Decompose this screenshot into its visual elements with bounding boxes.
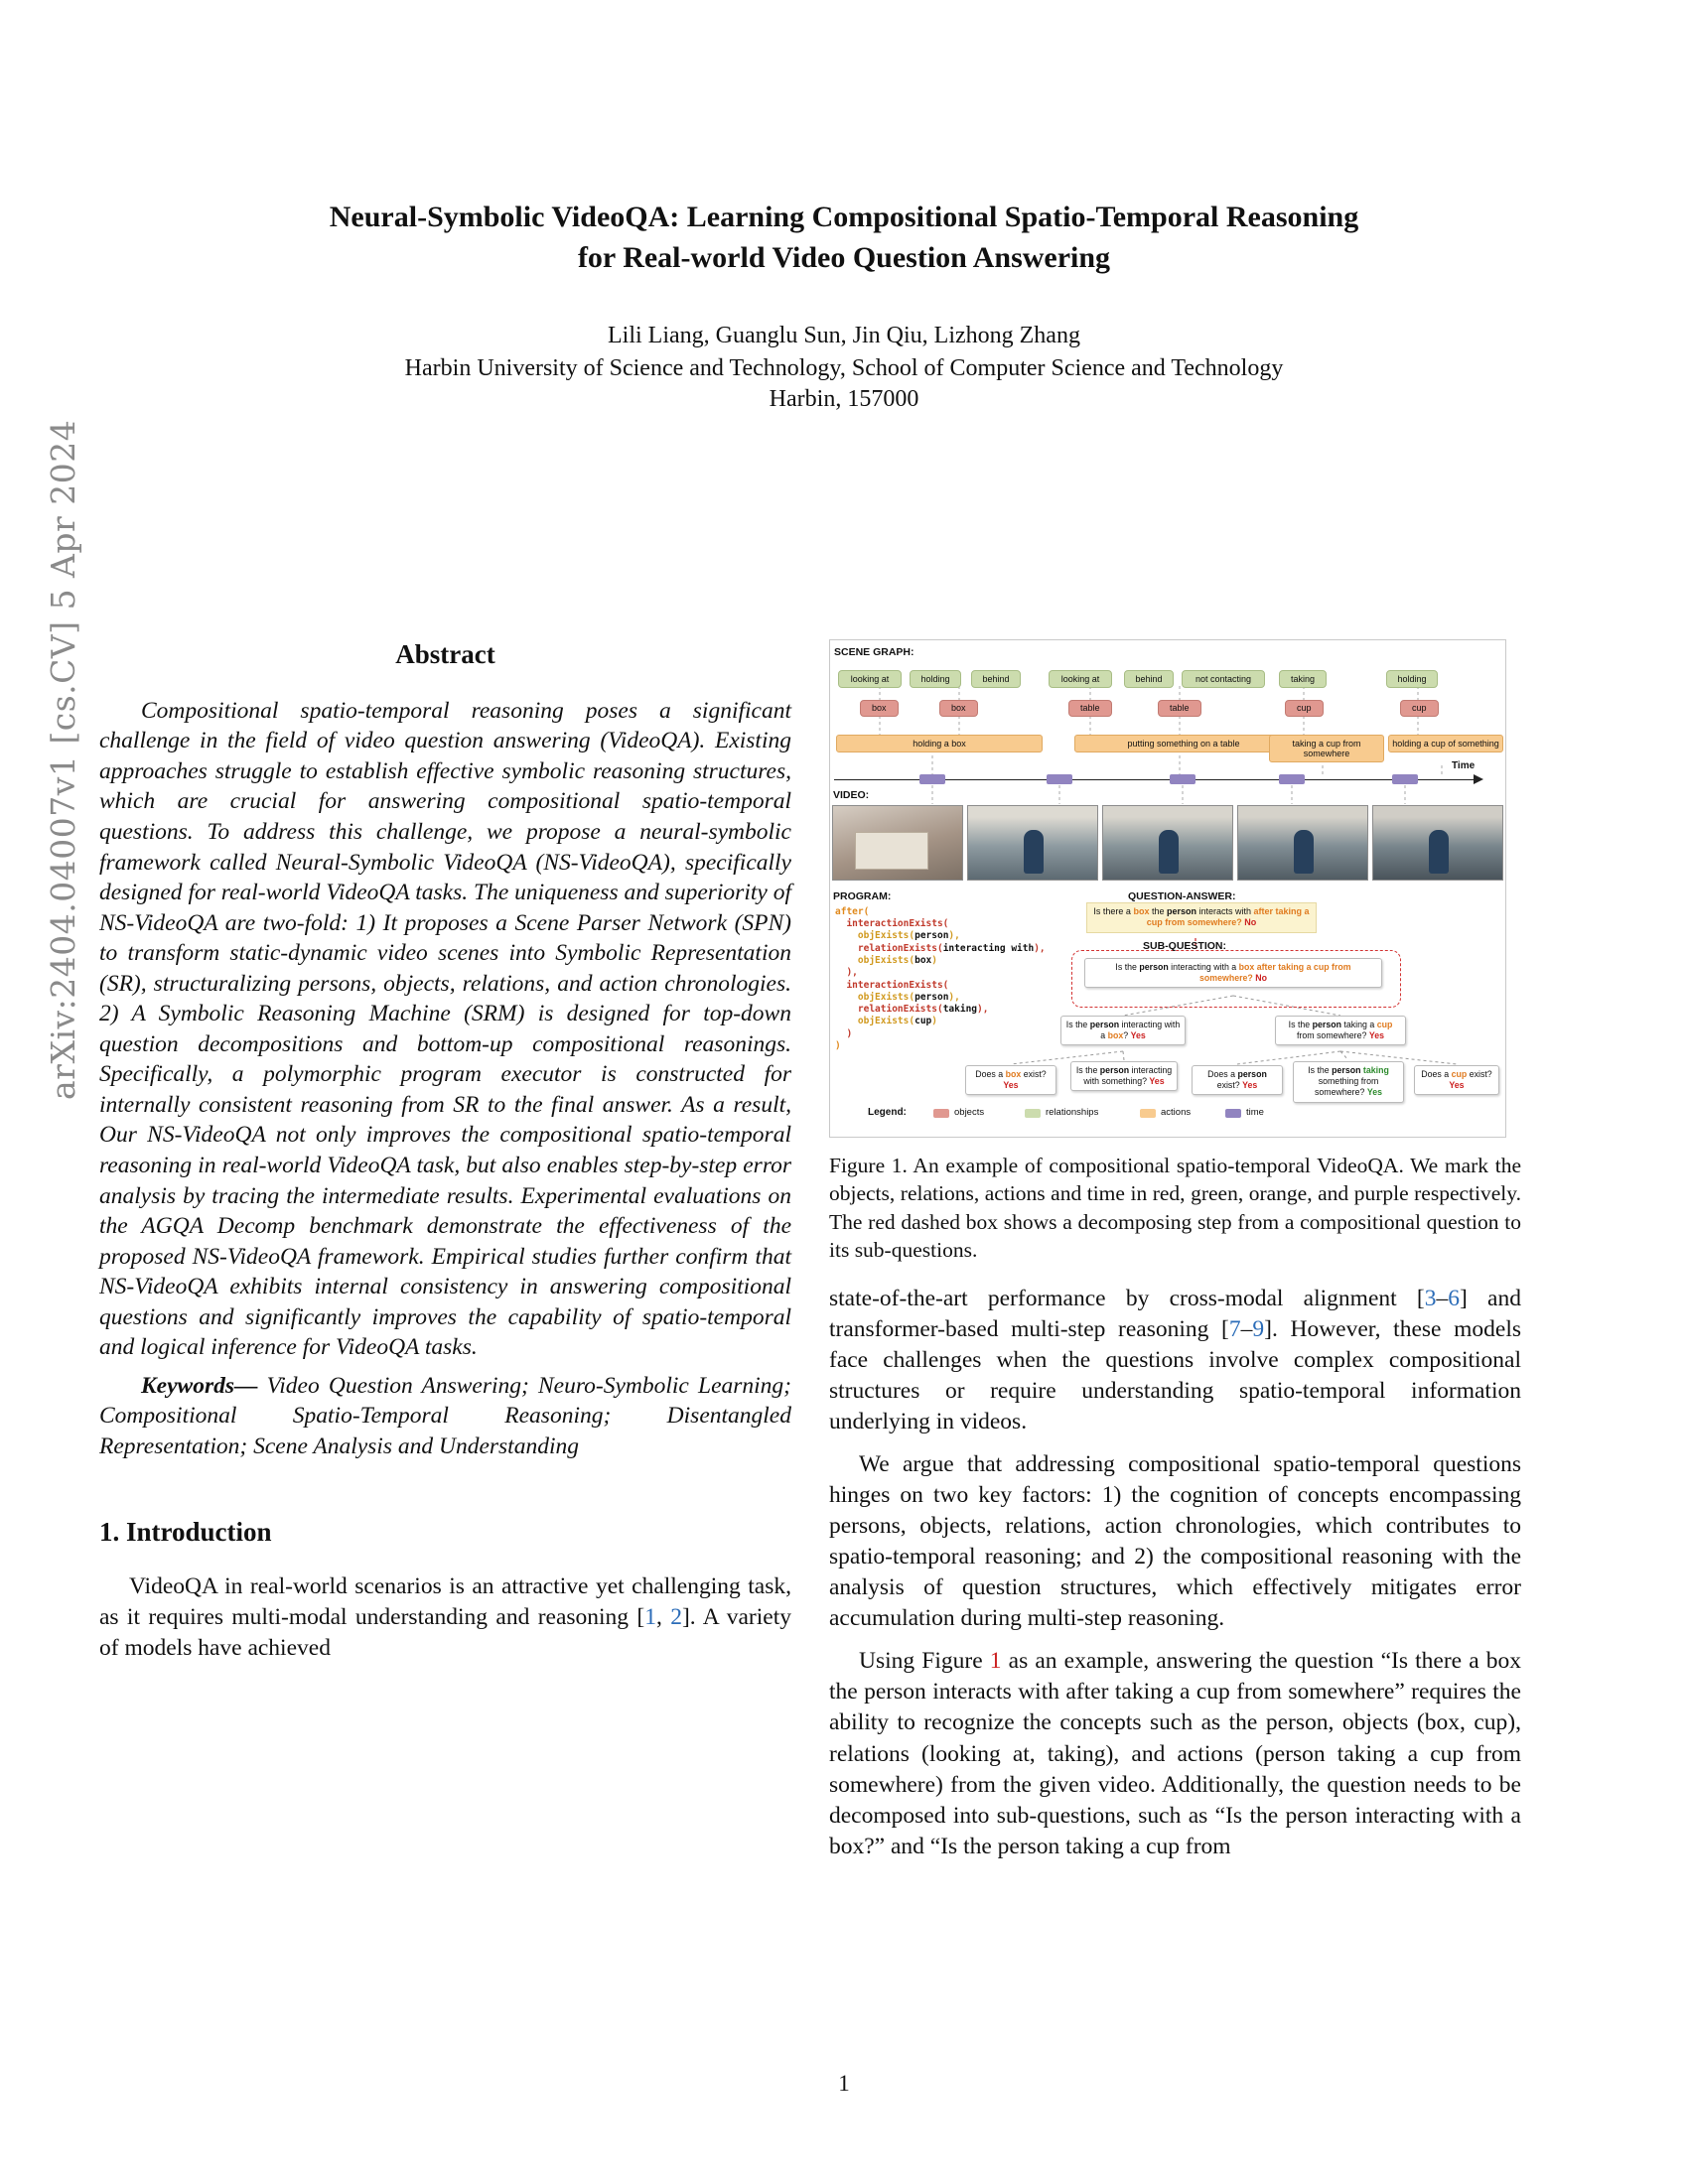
relation-chip: holding bbox=[1386, 670, 1438, 688]
legend-item-actions: actions bbox=[1161, 1106, 1192, 1118]
person-silhouette bbox=[1159, 830, 1179, 874]
action-bar: holding a cup of something bbox=[1388, 735, 1503, 752]
legend-chip-actions bbox=[1140, 1109, 1156, 1118]
body-paragraph: Using Figure 1 as an example, answering the question “Is there a box the person interacts with after taking a cup from somewhere” requires the ability to recognize the concepts such as the person, objects (box, cup), relations (looking at, taking), and actions (person taking a cup from somewhere) from the given video. Additionally, the question needs to be decomposed into sub-questions, such as “Is the person interacting with a box?” and “Is the person taking a cup from bbox=[829, 1648, 1522, 1859]
legend-chip-relationships bbox=[1025, 1109, 1041, 1118]
program-line: interactionExists( bbox=[846, 918, 949, 930]
video-frame bbox=[1237, 805, 1368, 881]
legend-item-relationships: relationships bbox=[1046, 1106, 1099, 1118]
program-line: ) bbox=[835, 1027, 853, 1039]
program-line: objExists(person), bbox=[857, 991, 960, 1003]
figure1-diagram bbox=[829, 639, 1506, 1138]
keywords-paragraph: Keywords— Video Question Answering; Neuro-Symbolic Learning; Compositional Spatio-Temporal Reasoning; Disentangled Representation; Scene Analysis and Understanding bbox=[99, 1372, 792, 1459]
video-label: VIDEO: bbox=[833, 788, 870, 801]
person-silhouette bbox=[1429, 830, 1449, 874]
question-node: Is the person interacting with a box? Yes bbox=[1060, 1016, 1186, 1046]
legend-chip-time bbox=[1225, 1109, 1241, 1118]
program-line: ) bbox=[835, 1040, 841, 1052]
body-paragraph: state-of-the-art performance by cross-modal alignment [3–6] and transformer-based multi-step reasoning [7–9]. However, these models face challenges when the questions involve complex compositional structures or require understanding spatio-temporal information underlying in videos. bbox=[829, 1286, 1521, 1435]
relation-chip: taking bbox=[1279, 670, 1327, 688]
relation-chip: looking at bbox=[838, 670, 902, 688]
leaf-question-node: Is the person taking something from somewhere? Yes bbox=[1293, 1061, 1404, 1103]
intro-paragraph: VideoQA in real-world scenarios is an attractive yet challenging task, as it requires multi-modal understanding and reasoning [1, 2]. A variety of models have achieved bbox=[99, 1573, 791, 1662]
program-line: ), bbox=[835, 967, 858, 979]
affiliation: Harbin University of Science and Technology, School of Computer Science and Technology bbox=[404, 354, 1284, 381]
program-line: objExists(box) bbox=[857, 954, 937, 966]
figure1-caption: Figure 1. An example of compositional spatio-temporal VideoQA. We mark the objects, relations, actions and time in red, green, orange, and purple respectively. The red dashed box shows a decomposing step from a compositional question to its sub-questions. bbox=[829, 1153, 1521, 1262]
left-column bbox=[99, 639, 791, 1874]
video-frame bbox=[967, 805, 1098, 881]
relation-chip: looking at bbox=[1049, 670, 1112, 688]
box-prop bbox=[855, 832, 928, 870]
object-chip: table bbox=[1068, 700, 1112, 717]
right-column bbox=[829, 639, 1521, 1874]
relation-chip: behind bbox=[1124, 670, 1174, 688]
leaf-question-node: Is the person interacting with something? Yes bbox=[1070, 1061, 1178, 1092]
action-bar: putting something on a table bbox=[1074, 735, 1293, 752]
sub-question-node: Is the person interacting with a box after taking a cup from somewhere? No bbox=[1084, 958, 1382, 989]
title-line-2: for Real-world Video Question Answering bbox=[577, 241, 1111, 275]
figure-1 bbox=[829, 639, 1521, 1265]
video-frame bbox=[832, 805, 963, 881]
leaf-question-node: Does a box exist? Yes bbox=[965, 1065, 1056, 1096]
program-line: objExists(person), bbox=[857, 930, 960, 942]
program-line: relationExists(interacting with), bbox=[857, 942, 1046, 954]
program-line: interactionExists( bbox=[846, 979, 949, 991]
video-frame bbox=[1102, 805, 1233, 881]
object-chip: box bbox=[939, 700, 978, 717]
video-frame bbox=[1372, 805, 1503, 881]
object-chip: box bbox=[860, 700, 899, 717]
time-chip bbox=[1047, 774, 1072, 784]
object-chip: table bbox=[1158, 700, 1201, 717]
time-chip bbox=[919, 774, 945, 784]
sub-question-label: SUB-QUESTION: bbox=[1143, 939, 1226, 952]
person-silhouette bbox=[1024, 830, 1044, 874]
paper-title bbox=[0, 197, 1688, 279]
page-number: 1 bbox=[838, 2071, 850, 2096]
program-line: after( bbox=[835, 905, 870, 917]
abstract-text: Compositional spatio-temporal reasoning poses a significant challenge in the field of video question answering (VideoQA). Existing approaches struggle to establish effective symbolic reasoning structures, which are crucial for answering compositional spatio-temporal questions. To address this challenge, we propose a neural-symbolic framework called Neural-Symbolic VideoQA (NS-VideoQA), specifically designed for real-world VideoQA tasks. The uniqueness and superiority of NS-VideoQA are two-fold: 1) It proposes a Scene Parser Network (SPN) to transform static-dynamic video scenes into Symbolic Representation (SR), structuralizing persons, objects, relations, and action chronologies. 2) A Symbolic Reasoning Machine (SRM) is designed for top-down question decompositions and bottom-up compositional reasonings. Specifically, a polymorphic program executor is constructed for internally consistent reasoning from SR to the final answer. As a result, Our NS-VideoQA not only improves the compositional spatio-temporal reasoning in real-world VideoQA task, but also enables step-by-step error analysis by tracing the intermediate results. Experimental evaluations on the AGQA Decomp benchmark demonstrate the effectiveness of the proposed NS-VideoQA framework. Empirical studies further confirm that NS-VideoQA exhibits internal consistency in answering compositional questions and significantly improves the capability of spatio-temporal and logical inference for VideoQA tasks. bbox=[99, 697, 791, 1361]
affiliation-location: Harbin, 157000 bbox=[769, 385, 919, 412]
relation-chip: holding bbox=[910, 670, 961, 688]
person-silhouette bbox=[1294, 830, 1314, 874]
section-heading-introduction: 1. Introduction bbox=[99, 1517, 272, 1548]
legend-chip-objects bbox=[933, 1109, 949, 1118]
scene-graph-label: SCENE GRAPH: bbox=[834, 645, 914, 658]
time-chip bbox=[1392, 774, 1418, 784]
title-line-1: Neural-Symbolic VideoQA: Learning Compositional Spatio-Temporal Reasoning bbox=[329, 201, 1359, 233]
legend-item-time: time bbox=[1246, 1106, 1264, 1118]
relation-chip: not contacting bbox=[1182, 670, 1265, 688]
object-chip: cup bbox=[1400, 700, 1439, 717]
legend-item-objects: objects bbox=[954, 1106, 985, 1118]
legend-label: Legend: bbox=[868, 1106, 907, 1118]
leaf-question-node: Does a cup exist? Yes bbox=[1414, 1065, 1499, 1096]
time-axis-label: Time bbox=[1452, 759, 1476, 771]
action-bar: taking a cup from somewhere bbox=[1269, 735, 1384, 763]
paper-header bbox=[0, 0, 1688, 413]
body-paragraph: We argue that addressing compositional spatio-temporal questions hinges on two key factors: 1) the cognition of concepts encompassing persons, objects, relations, action chronologies, which contributes to spatio-temporal reasoning; and 2) the compositional reasoning with the analysis of question structures, which effectively mitigates error accumulation during multi-step reasoning. bbox=[829, 1451, 1521, 1632]
question-node: Is the person taking a cup from somewhere? Yes bbox=[1275, 1016, 1406, 1046]
time-chip bbox=[1279, 774, 1305, 784]
abstract-heading: Abstract bbox=[395, 638, 495, 669]
arxiv-stamp: arXiv:2404.04007v1 [cs.CV] 5 Apr 2024 bbox=[44, 419, 82, 1100]
question-answer-label: QUESTION-ANSWER: bbox=[1128, 889, 1236, 902]
object-chip: cup bbox=[1285, 700, 1324, 717]
time-chip bbox=[1170, 774, 1196, 784]
time-axis-arrow-icon bbox=[1474, 774, 1483, 784]
action-bar: holding a box bbox=[836, 735, 1043, 752]
authors: Lili Liang, Guanglu Sun, Jin Qiu, Lizhong Zhang bbox=[608, 322, 1080, 348]
question-answer-box: Is there a box the person interacts with after taking a cup from somewhere? No bbox=[1086, 902, 1317, 933]
program-code bbox=[835, 906, 1046, 1053]
relation-chip: behind bbox=[971, 670, 1021, 688]
program-line: relationExists(taking), bbox=[857, 1004, 989, 1016]
program-label: PROGRAM: bbox=[833, 889, 892, 902]
program-line: objExists(cup) bbox=[857, 1016, 937, 1027]
leaf-question-node: Does a person exist? Yes bbox=[1192, 1065, 1283, 1096]
two-column-body bbox=[99, 639, 1521, 1874]
